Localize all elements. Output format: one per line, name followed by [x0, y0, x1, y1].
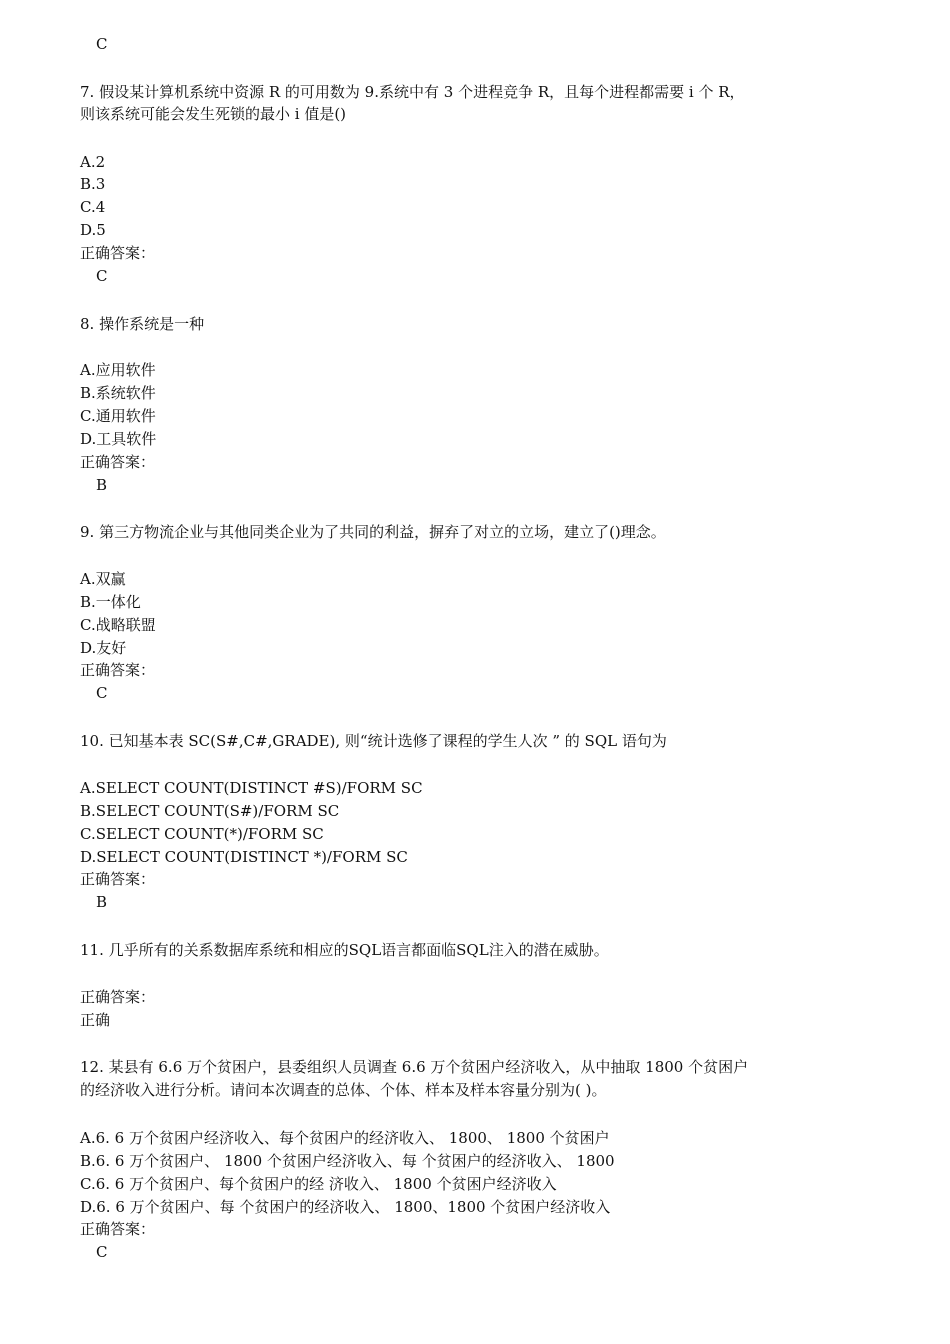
- question-12-answer: C: [96, 1243, 108, 1261]
- question-8-answer-label: 正确答案：: [80, 453, 156, 471]
- question-8-option-c: C.通用软件: [80, 407, 156, 425]
- question-11-answer-label: 正确答案：: [80, 988, 156, 1006]
- question-12-option-a: A.6. 6 万个贫困户经济收入、每个贫困户的经济收入、 1800、 1800 个贫困户: [80, 1129, 610, 1147]
- question-10-answer-label: 正确答案：: [80, 870, 156, 888]
- question-12-option-b: B.6. 6 万个贫困户、 1800 个贫困户经济收入、每 个贫困户的经济收入、 1800: [80, 1152, 615, 1170]
- question-8-stem: 8. 操作系统是一种: [80, 315, 205, 333]
- question-8-option-b: B.系统软件: [80, 384, 156, 402]
- question-7-stem-line-1: 7. 假设某计算机系统中资源 R 的可用数为 9.系统中有 3 个进程竞争 R，且每个进程都需要 i 个 R，: [80, 83, 745, 101]
- question-9-answer-label: 正确答案：: [80, 661, 156, 679]
- question-9-option-a: A.双赢: [80, 570, 126, 588]
- question-11-answer: 正确: [80, 1011, 111, 1029]
- question-7-stem-line-2: 则该系统可能会发生死锁的最小 i 值是(): [80, 105, 347, 123]
- question-9-option-b: B.一体化: [80, 593, 141, 611]
- question-7-answer-label: 正确答案：: [80, 244, 156, 262]
- question-9-option-d: D.友好: [80, 639, 127, 657]
- previous-answer: C: [96, 35, 108, 53]
- question-9-stem: 9. 第三方物流企业与其他同类企业为了共同的利益，摒弃了对立的立场，建立了()理念。: [80, 523, 666, 541]
- question-10-option-c: C.SELECT COUNT(*)/FORM SC: [80, 825, 324, 843]
- question-12-stem-line-1: 12. 某县有 6.6 万个贫困户，县委组织人员调查 6.6 万个贫困户经济收入，从中抽取 1800 个贫困户: [80, 1058, 749, 1076]
- question-12-answer-label: 正确答案：: [80, 1220, 156, 1238]
- question-7-option-b: B.3: [80, 175, 106, 193]
- question-9-answer: C: [96, 684, 108, 702]
- question-8-option-d: D.工具软件: [80, 430, 157, 448]
- question-7-option-d: D.5: [80, 221, 106, 239]
- question-12-option-c: C.6. 6 万个贫困户、每个贫困户的经 济收入、 1800 个贫困户经济收入: [80, 1175, 557, 1193]
- question-12-stem-line-2: 的经济收入进行分析。请问本次调查的总体、个体、样本及样本容量分别为( )。: [80, 1081, 607, 1099]
- question-7-option-c: C.4: [80, 198, 106, 216]
- question-7-answer: C: [96, 267, 108, 285]
- question-10-stem: 10. 已知基本表 SC(S#,C#,GRADE), 则“统计选修了课程的学生人次 ” 的 SQL 语句为: [80, 732, 667, 750]
- question-12-option-d: D.6. 6 万个贫困户、每 个贫困户的经济收入、 1800、1800 个贫困户经济收入: [80, 1198, 611, 1216]
- question-10-answer: B: [96, 893, 108, 911]
- question-10-option-b: B.SELECT COUNT(S#)/FORM SC: [80, 802, 340, 820]
- question-11-stem: 11. 几乎所有的关系数据库系统和相应的SQL语言都面临SQL注入的潜在威胁。: [80, 941, 609, 959]
- question-9-option-c: C.战略联盟: [80, 616, 156, 634]
- question-8-answer: B: [96, 476, 108, 494]
- question-10-option-d: D.SELECT COUNT(DISTINCT *)/FORM SC: [80, 848, 408, 866]
- question-7-option-a: A.2: [80, 153, 106, 171]
- question-10-option-a: A.SELECT COUNT(DISTINCT #S)/FORM SC: [80, 779, 423, 797]
- question-8-option-a: A.应用软件: [80, 361, 156, 379]
